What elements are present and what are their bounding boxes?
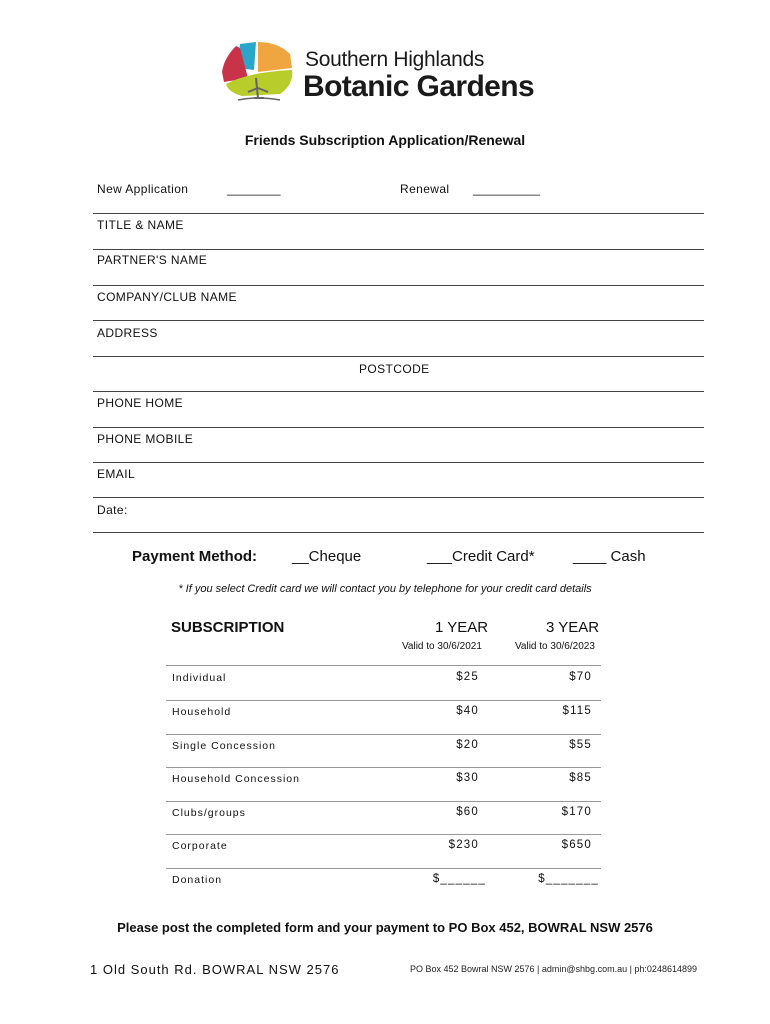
donation-one-year-blank[interactable]: $______ [432,873,486,885]
credit-card-note: * If you select Credit card we will contact you by telephone for your credit card details [178,583,592,595]
payment-cash-option[interactable]: ____ Cash [573,548,646,565]
logo [218,38,300,108]
table-row-three-year: $650 [561,839,592,851]
donation-three-year-blank[interactable]: $_______ [538,873,599,885]
payment-credit-option[interactable]: ___Credit Card* [427,548,535,565]
table-divider [166,700,601,701]
table-divider [166,665,601,666]
table-row-three-year: $55 [569,739,592,751]
payment-method-label: Payment Method: [132,548,258,565]
street-address: 1 Old South Rd. BOWRAL NSW 2576 [90,962,340,977]
table-row-one-year: $60 [456,806,479,818]
table-row-one-year: $25 [456,671,479,683]
field-address[interactable]: ADDRESS [97,326,158,340]
field-title-name[interactable]: TITLE & NAME [97,218,184,232]
mailing-instruction: Please post the completed form and your payment to PO Box 452, BOWRAL NSW 2576 [117,920,653,935]
field-divider [93,213,704,214]
renewal-label: Renewal [400,182,450,196]
table-row-one-year: $20 [456,739,479,751]
one-year-valid: Valid to 30/6/2021 [402,641,482,652]
table-divider [166,734,601,735]
table-row-one-year: $40 [456,705,479,717]
field-company-club-name[interactable]: COMPANY/CLUB NAME [97,290,237,304]
brand-line-1: Southern Highlands [305,48,485,71]
table-row-name: Clubs/groups [172,807,246,819]
table-row-three-year: $85 [569,772,592,784]
field-divider [93,427,704,428]
table-row-name: Corporate [172,840,228,852]
three-year-valid: Valid to 30/6/2023 [515,641,595,652]
field-date[interactable]: Date: [97,503,128,517]
one-year-heading: 1 YEAR [435,619,489,636]
field-partner-name[interactable]: PARTNER'S NAME [97,253,208,267]
new-application-blank[interactable]: ________ [227,182,281,196]
field-email[interactable]: EMAIL [97,467,136,481]
table-row-three-year: $115 [562,705,592,717]
table-divider [166,834,601,835]
subscription-heading: SUBSCRIPTION [171,619,285,636]
new-application-label: New Application [97,182,189,196]
field-divider [93,249,704,250]
table-row-name: Household Concession [172,773,300,785]
renewal-blank[interactable]: __________ [473,182,540,196]
brand-line-2: Botanic Gardens [303,70,535,103]
field-phone-mobile[interactable]: PHONE MOBILE [97,432,194,446]
table-divider [166,767,601,768]
field-divider [93,356,704,357]
field-divider [93,532,704,533]
table-divider [166,801,601,802]
three-year-heading: 3 YEAR [546,619,600,636]
table-row-name: Household [172,706,232,718]
field-divider [93,497,704,498]
field-divider [93,391,704,392]
field-divider [93,320,704,321]
payment-cheque-option[interactable]: __Cheque [292,548,362,565]
table-row-name: Individual [172,672,227,684]
contact-details: PO Box 452 Bowral NSW 2576 | admin@shbg.com.au | ph:0248614899 [410,964,697,974]
table-row-name: Single Concession [172,740,276,752]
table-row-name: Donation [172,874,223,886]
form-title: Friends Subscription Application/Renewal [244,132,526,148]
table-row-one-year: $230 [448,839,479,851]
table-row-three-year: $170 [561,806,592,818]
table-divider [166,868,601,869]
field-postcode[interactable]: POSTCODE [359,362,430,376]
field-phone-home[interactable]: PHONE HOME [97,396,184,410]
table-row-three-year: $70 [569,671,592,683]
table-row-one-year: $30 [456,772,479,784]
field-divider [93,462,704,463]
field-divider [93,285,704,286]
